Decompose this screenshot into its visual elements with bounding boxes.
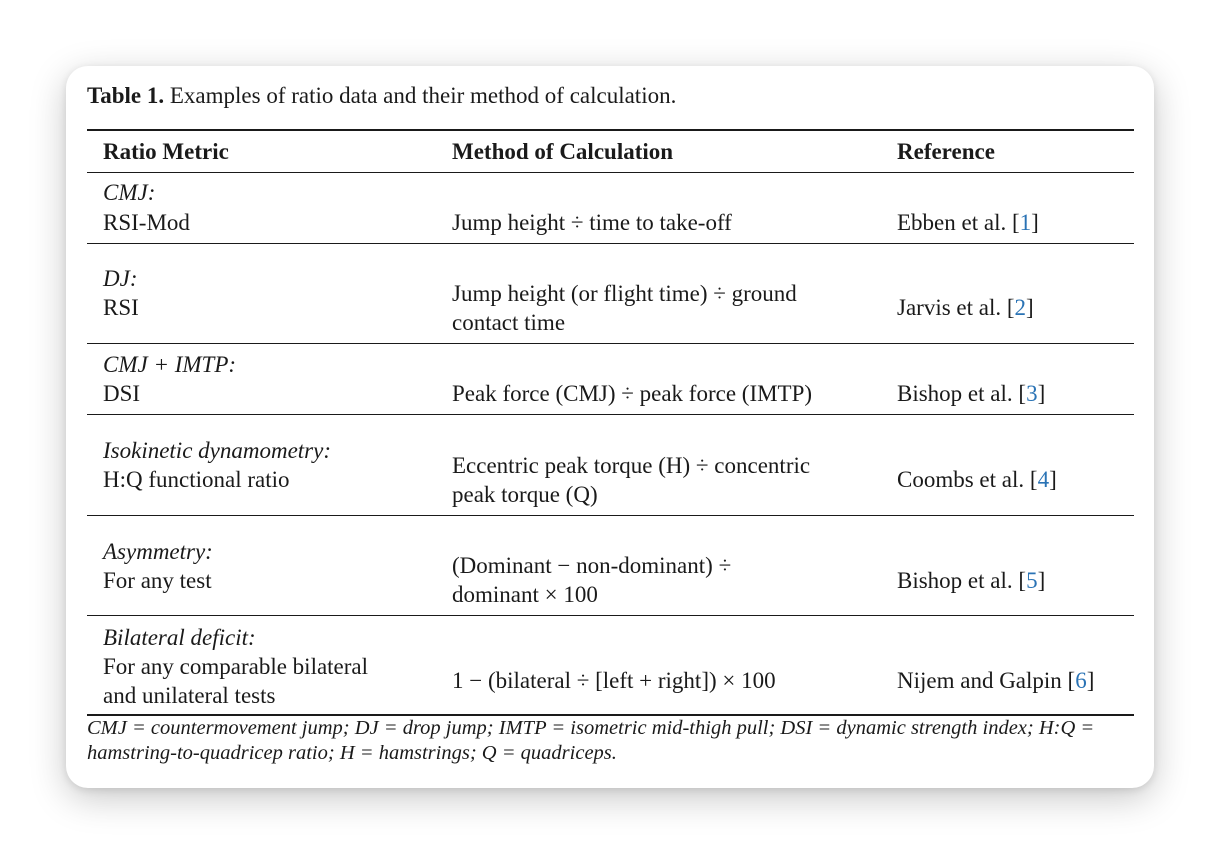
row-reference: Bishop et al. [3] [897,381,1046,406]
row-category: CMJ: [103,180,156,205]
row-category: Asymmetry: [103,539,213,564]
row-method: Peak force (CMJ) ÷ peak force (IMTP) [452,381,813,406]
row-metric-line-1: For any comparable bilateral [103,654,369,679]
row-divider [87,343,1134,344]
caption-text: Examples of ratio data and their method of calculation. [169,83,677,108]
row-method: Jump height ÷ time to take-off [452,210,732,235]
citation-link[interactable]: 4 [1037,467,1050,492]
row-method-line-2: contact time [452,310,566,335]
table-footnote [87,716,1137,766]
footnote-line-1: CMJ = countermovement jump; DJ = drop jump; IMTP = isometric mid-thigh pull; DSI = dynamic strength index; H:Q = [87,717,1095,739]
reference-authors: Bishop et al. [897,381,1013,406]
header-ratio-metric: Ratio Metric [103,139,229,164]
row-method: 1 − (bilateral ÷ [left + right]) × 100 [452,668,776,693]
row-reference: Jarvis et al. [2] [897,295,1034,320]
citation-link[interactable]: 1 [1019,210,1032,235]
row-metric: For any test [103,568,212,593]
row-method-line-1: Eccentric peak torque (H) ÷ concentric [452,453,811,478]
caption-label: Table 1. [87,83,165,108]
header-method: Method of Calculation [452,139,674,164]
citation-link[interactable]: 3 [1026,381,1038,406]
row-category: CMJ + IMTP: [103,352,237,377]
row-divider [87,515,1134,516]
reference-authors: Bishop et al. [897,568,1013,593]
row-category: DJ: [103,266,138,291]
row-method-line-2: peak torque (Q) [452,482,598,507]
row-method-line-1: (Dominant − non-dominant) ÷ [452,553,732,578]
reference-authors: Nijem and Galpin [897,668,1062,693]
row-method-line-2: dominant × 100 [452,582,598,607]
row-reference: Coombs et al. [4] [897,467,1057,492]
table-card [66,66,1154,788]
row-metric: DSI [103,381,141,406]
header-reference: Reference [897,139,995,164]
citation-link[interactable]: 5 [1026,568,1038,593]
row-category: Isokinetic dynamometry: [103,438,332,463]
row-metric: RSI-Mod [103,210,190,235]
footnote-line-2: hamstring-to-quadricep ratio; H = hamstrings; Q = quadriceps. [87,742,617,764]
row-divider [87,414,1134,415]
row-reference: Nijem and Galpin [6] [897,668,1095,693]
header-rule [87,172,1134,173]
row-divider [87,615,1134,616]
table-top-rule [87,129,1134,131]
row-reference: Ebben et al. [1] [897,210,1039,235]
row-metric: H:Q functional ratio [103,467,290,492]
reference-authors: Coombs et al. [897,467,1025,492]
row-method-line-1: Jump height (or flight time) ÷ ground [452,281,797,306]
row-metric-line-2: and unilateral tests [103,683,276,708]
row-metric: RSI [103,295,139,320]
reference-authors: Ebben et al. [897,210,1007,235]
table-caption [87,80,676,112]
row-reference: Bishop et al. [5] [897,568,1046,593]
row-category: Bilateral deficit: [103,625,256,650]
citation-link[interactable]: 2 [1014,295,1027,320]
reference-authors: Jarvis et al. [897,295,1002,320]
row-divider [87,243,1134,244]
citation-link[interactable]: 6 [1075,668,1087,693]
